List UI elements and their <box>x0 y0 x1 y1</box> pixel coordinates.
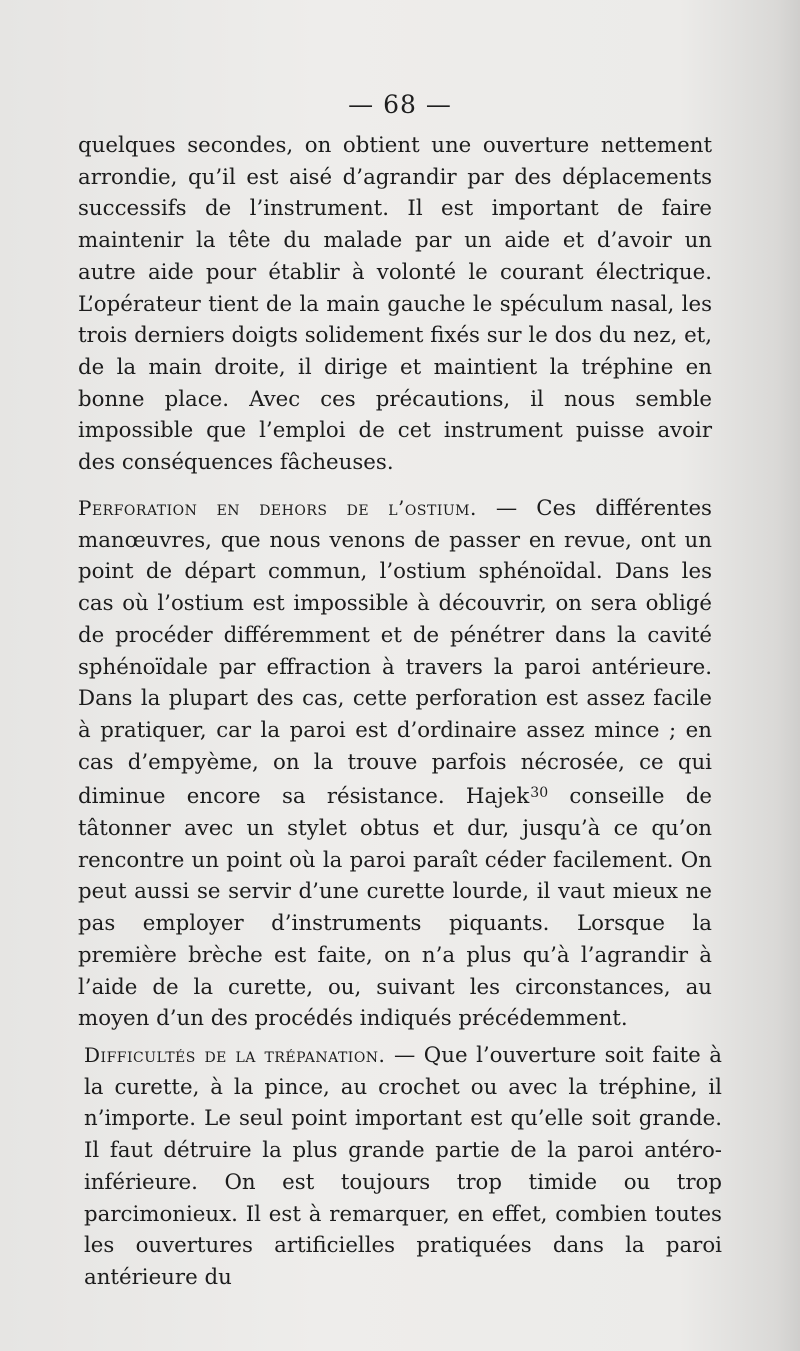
reference-number: 30 <box>530 785 549 802</box>
section-heading-perforation: Perforation en dehors de l’ostium. <box>78 496 477 520</box>
paragraph-difficulties-text: — Que l’ouverture soit faite à la curette, à la pince, au crochet ou avec la tréphine, il n’importe. Le seul point important est qu’elle soit grande. Il faut détruire la plus grande partie de la paroi antéro-inférieure. On est toujours trop timide ou trop parcimonieux. Il est à remarquer, en effet, combien toutes les ouvertures artificielles pratiquées dans la paroi antérieure du <box>84 1043 722 1290</box>
paragraph-perforation-text-a: — Ces différentes manœuvres, que nous venons de passer en revue, ont un point de départ commun, l’ostium sphénoïdal. Dans les cas où l’ostium est impossible à découvrir, on sera obligé de procéder différemment et de pénétrer dans la cavité sphénoïdale par effraction à travers la paroi antérieure. Dans la plupart des cas, cette perforation est assez facile à pratiquer, car la paroi est d’ordinaire assez mince ; en cas d’empyème, on la trouve parfois nécrosée, ce qui diminue encore sa résistance. Hajek <box>78 496 712 810</box>
page-number: — 68 — <box>348 90 452 119</box>
paragraph-perforation <box>78 493 712 1035</box>
paragraph-perforation-text-b: conseille de tâtonner avec un stylet obtus et dur, jusqu’à ce qu’on rencontre un point où la paroi paraît céder facilement. On peut aussi se servir d’une curette lourde, il vaut mieux ne pas employer d’instruments piquants. Lorsque la première brèche est faite, on n’a plus qu’à l’agrandir à l’aide de la curette, ou, suivant les circonstances, au moyen d’un des procédés indiqués précédemment. <box>78 784 713 1032</box>
section-heading-difficulties: Difficultés de la trépanation. <box>84 1043 386 1067</box>
paragraph-difficulties <box>84 1040 722 1294</box>
paragraph-trephine-procedure: quelques secondes, on obtient une ouverture nettement arrondie, qu’il est aisé d’agrandir par des déplacements successifs de l’instrument. Il est important de faire maintenir la tête du malade par un aide et d’avoir un autre aide pour établir à volonté le courant électrique. L’opérateur tient de la main gauche le spéculum nasal, les trois derniers doigts solidement fixés sur le dos du nez, et, de la main droite, il dirige et maintient la tréphine en bonne place. Avec ces précautions, il nous semble impossible que l’emploi de cet instrument puisse avoir des conséquences fâcheuses. <box>78 133 712 476</box>
